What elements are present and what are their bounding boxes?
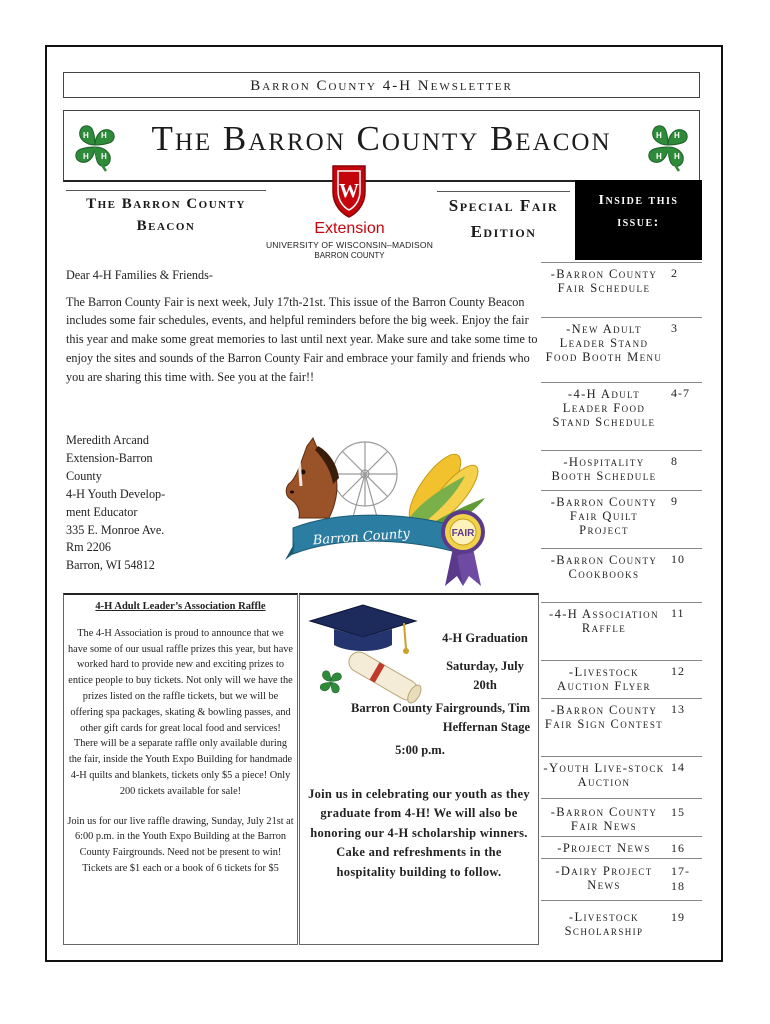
uw-crest-icon bbox=[329, 162, 369, 218]
toc-item[interactable] bbox=[541, 660, 702, 698]
toc-item-label: -Livestock Scholarship bbox=[564, 910, 644, 938]
toc-item-page: 14 bbox=[671, 760, 685, 774]
contact-line: 4-H Youth Develop- bbox=[66, 486, 166, 501]
fair-banner-text: Barron County bbox=[312, 526, 411, 549]
toc-item[interactable] bbox=[541, 548, 702, 602]
toc-item[interactable] bbox=[541, 262, 702, 317]
toc-item-page: 13 bbox=[671, 702, 685, 716]
svg-text:H: H bbox=[101, 152, 107, 161]
beacon-subtitle: The Barron County Beacon bbox=[66, 190, 266, 237]
horse-head-icon bbox=[286, 438, 339, 518]
toc-item-page: 16 bbox=[671, 841, 685, 855]
toc-item[interactable] bbox=[541, 450, 702, 490]
letter-body: The Barron County Fair is next week, July 17th-21st. This issue of the Barron County Beacon includes some fair schedules, events, and helpful reminders before the big week. Enjoy the fair this year and make some great memories to last until next year. Make sure and take some time to enjoy the sites and sounds of the Barron County Fair and embrace your family and friends who you are sharing this time with. See you at the fair!! bbox=[66, 294, 538, 384]
toc-item-page: 12 bbox=[671, 664, 685, 678]
toc-item-page: 9 bbox=[671, 494, 678, 508]
svg-text:H: H bbox=[656, 152, 662, 161]
svg-text:H: H bbox=[101, 131, 107, 140]
county-fair-illustration bbox=[285, 436, 510, 588]
toc-item-label: -Project News bbox=[557, 841, 651, 855]
toc-item-label: -Barron County Fair Schedule bbox=[550, 267, 658, 295]
graduation-article bbox=[299, 593, 539, 945]
raffle-title: 4-H Adult Leader’s Association Raffle bbox=[95, 601, 266, 612]
contact-name: Meredith Arcand bbox=[66, 433, 149, 447]
graduation-time: 5:00 p.m. bbox=[395, 743, 445, 757]
toc-item[interactable] bbox=[541, 900, 702, 938]
toc-item-page: 15 bbox=[671, 805, 685, 819]
graduation-date: Saturday, July 20th bbox=[446, 659, 524, 692]
toc-item-label: -New Adult Leader Stand Food Booth Menu bbox=[545, 322, 663, 364]
uw-extension-logo bbox=[262, 160, 437, 262]
four-h-clover-icon bbox=[641, 119, 695, 173]
contact-line: Extension-Barron bbox=[66, 450, 153, 465]
county-name: BARRON COUNTY bbox=[314, 251, 385, 260]
educator-contact bbox=[66, 432, 216, 575]
raffle-paragraph: The 4-H Association is proud to announce that we have some of our usual raffle prizes this year, but have worked hard to provide new and exciting prizes to entice people to buy tickets. Not only will we have the prizes listed on the raffle tickets, but we will be offering spa packages, skating & bowling passes, and other gift cards for great local food and services! bbox=[68, 627, 293, 734]
contact-line: 335 E. Monroe Ave. bbox=[66, 522, 165, 537]
toc-item-page: 3 bbox=[671, 321, 678, 335]
toc-item[interactable] bbox=[541, 698, 702, 756]
toc-item-page: 4-7 bbox=[671, 386, 690, 400]
contact-line: County bbox=[66, 468, 102, 483]
ferris-wheel-icon bbox=[333, 442, 397, 524]
svg-text:H: H bbox=[656, 131, 662, 140]
toc-item-page: 17-18 bbox=[671, 864, 690, 893]
graduation-location: Barron County Fairgrounds, Tim Heffernan Stage bbox=[351, 701, 530, 734]
toc-heading: Inside this issue: bbox=[575, 180, 702, 260]
toc-item[interactable] bbox=[541, 858, 702, 900]
university-name: UNIVERSITY OF WISCONSIN–MADISON bbox=[265, 240, 434, 250]
svg-text:H: H bbox=[83, 152, 89, 161]
toc-item-label: -4-H Association Raffle bbox=[549, 607, 659, 635]
toc-item-page: 19 bbox=[671, 910, 685, 924]
newsletter-name-bar: Barron County 4-H Newsletter bbox=[63, 72, 700, 98]
four-h-clover-icon bbox=[68, 119, 122, 173]
toc-item-label: -4-H Adult Leader Food Stand Schedule bbox=[552, 387, 656, 429]
masthead-title: The Barron County Beacon bbox=[151, 119, 612, 158]
contact-line: Rm 2206 bbox=[66, 540, 112, 555]
toc-item[interactable] bbox=[541, 490, 702, 548]
raffle-article bbox=[63, 593, 298, 945]
toc-item-page: 11 bbox=[671, 606, 685, 620]
toc-item-label: -Barron County Cookbooks bbox=[550, 553, 658, 581]
raffle-paragraph: Join us for our live raffle drawing, Sunday, July 21st at 6:00 p.m. in the Youth Expo Building at the Barron County Fairgrounds. Need not be present to win! Tickets are $1 each or a book of 6 tickets for $5 bbox=[67, 815, 294, 874]
toc-item[interactable] bbox=[541, 382, 702, 450]
svg-text:W: W bbox=[339, 180, 359, 202]
graduation-description: Join us in celebrating our youth as they graduate from 4-H! We will also be honoring our 4-H scholarship winners. Cake and refreshments in the hospitality building to follow. bbox=[308, 787, 530, 879]
toc-item[interactable] bbox=[541, 602, 702, 660]
raffle-paragraph: There will be a separate raffle only available during the fair, inside the Youth Expo Building for handmade 4-H quilts and blankets, tickets only $5 a piece! Only 200 tickets available for sale! bbox=[68, 738, 293, 797]
toc-item[interactable] bbox=[541, 756, 702, 798]
toc-item-label: -Hospitality Booth Schedule bbox=[551, 455, 657, 483]
toc-item[interactable] bbox=[541, 317, 702, 382]
contact-line: ment Educator bbox=[66, 504, 138, 519]
toc-item-label: -Barron County Fair Sign Contest bbox=[544, 703, 664, 731]
graduation-title: 4-H Graduation bbox=[442, 631, 528, 645]
special-edition-heading: Special Fair Edition bbox=[437, 191, 570, 245]
svg-text:H: H bbox=[674, 152, 680, 161]
toc-item-page: 2 bbox=[671, 266, 678, 280]
intro-letter bbox=[66, 266, 538, 386]
toc-item-label: -Youth Live-stock Auction bbox=[543, 761, 665, 789]
toc-item[interactable] bbox=[541, 798, 702, 836]
toc-item-label: -Dairy Project News bbox=[555, 864, 653, 892]
extension-wordmark: Extension bbox=[314, 220, 385, 237]
toc-item-label: -Barron County Fair News bbox=[550, 805, 658, 833]
contact-line: Barron, WI 54812 bbox=[66, 558, 155, 573]
svg-text:H: H bbox=[674, 131, 680, 140]
toc-item[interactable] bbox=[541, 836, 702, 858]
toc-item-page: 10 bbox=[671, 552, 685, 566]
toc-item-label: -Barron County Fair Quilt Project bbox=[550, 495, 658, 537]
toc-item-page: 8 bbox=[671, 454, 678, 468]
svg-text:H: H bbox=[83, 131, 89, 140]
graduation-cap-diploma-icon bbox=[308, 601, 428, 711]
letter-greeting: Dear 4-H Families & Friends- bbox=[66, 268, 213, 282]
fair-badge-text: FAIR bbox=[451, 528, 475, 539]
toc-item-label: -Livestock Auction Flyer bbox=[557, 665, 651, 693]
